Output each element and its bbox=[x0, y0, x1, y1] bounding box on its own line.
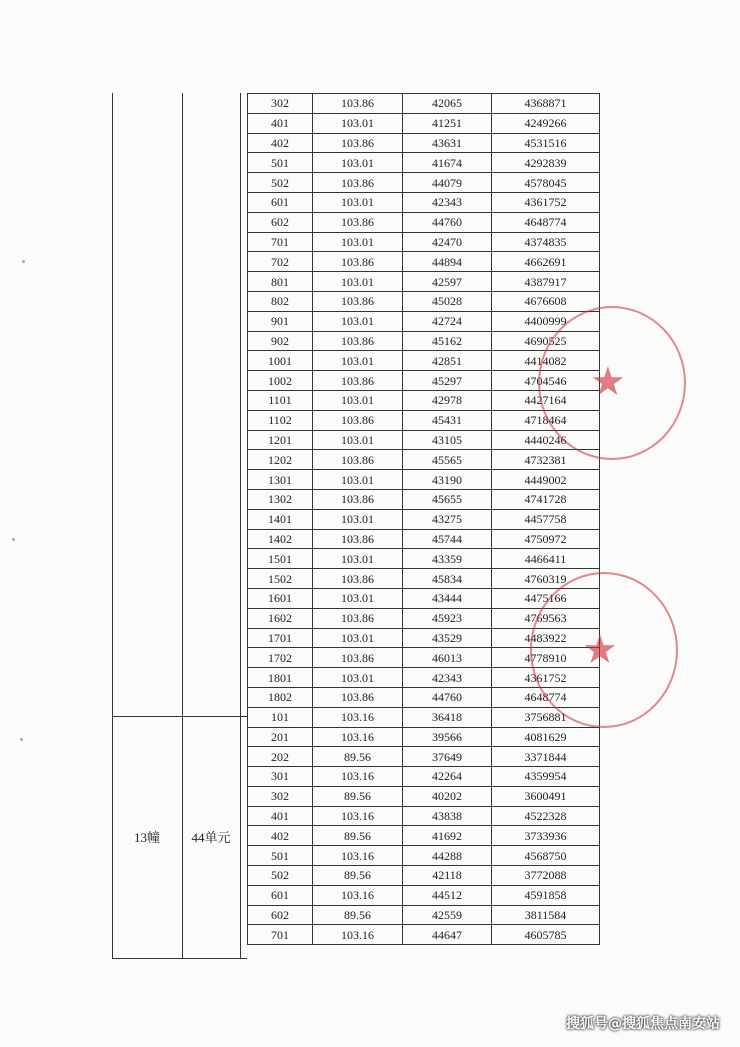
total-price-cell: 4249266 bbox=[492, 113, 600, 133]
table-row bbox=[248, 470, 600, 490]
room-number-cell: 1402 bbox=[248, 529, 313, 549]
unit-price-cell: 41674 bbox=[403, 153, 492, 173]
unit-price-cell: 44079 bbox=[403, 173, 492, 193]
table-row bbox=[248, 489, 600, 509]
area-cell: 103.16 bbox=[313, 846, 403, 866]
total-price-cell: 4531516 bbox=[492, 133, 600, 153]
area-cell: 103.01 bbox=[313, 113, 403, 133]
area-cell: 103.01 bbox=[313, 272, 403, 292]
area-cell: 103.16 bbox=[313, 767, 403, 787]
unit-price-cell: 43631 bbox=[403, 133, 492, 153]
table-row bbox=[248, 826, 600, 846]
table-row bbox=[248, 925, 600, 945]
scan-speck bbox=[22, 260, 25, 263]
unit-price-cell: 46013 bbox=[403, 648, 492, 668]
total-price-cell: 4359954 bbox=[492, 767, 600, 787]
room-number-cell: 702 bbox=[248, 252, 313, 272]
table-row bbox=[248, 232, 600, 252]
room-number-cell: 1502 bbox=[248, 569, 313, 589]
room-number-cell: 901 bbox=[248, 311, 313, 331]
room-number-cell: 1401 bbox=[248, 509, 313, 529]
total-price-cell: 4690525 bbox=[492, 331, 600, 351]
room-number-cell: 501 bbox=[248, 153, 313, 173]
table-row bbox=[248, 153, 600, 173]
area-cell: 89.56 bbox=[313, 747, 403, 767]
area-cell: 103.86 bbox=[313, 410, 403, 430]
room-number-cell: 502 bbox=[248, 866, 313, 886]
unit-price-cell: 45834 bbox=[403, 569, 492, 589]
area-cell: 89.56 bbox=[313, 826, 403, 846]
room-number-cell: 601 bbox=[248, 885, 313, 905]
unit-price-cell: 45744 bbox=[403, 529, 492, 549]
area-cell: 89.56 bbox=[313, 786, 403, 806]
unit-price-cell: 37649 bbox=[403, 747, 492, 767]
area-cell: 103.86 bbox=[313, 608, 403, 628]
table-row bbox=[248, 786, 600, 806]
table-row bbox=[248, 727, 600, 747]
unit-price-cell: 44647 bbox=[403, 925, 492, 945]
table-row bbox=[248, 549, 600, 569]
room-number-cell: 1002 bbox=[248, 371, 313, 391]
room-number-cell: 802 bbox=[248, 291, 313, 311]
table-row bbox=[248, 410, 600, 430]
total-price-cell: 4475166 bbox=[492, 588, 600, 608]
room-number-cell: 301 bbox=[248, 767, 313, 787]
unit-price-cell: 42597 bbox=[403, 272, 492, 292]
unit-price-cell: 42343 bbox=[403, 668, 492, 688]
table-row bbox=[248, 94, 600, 114]
unit-label: 44单元 bbox=[191, 830, 231, 845]
room-number-cell: 701 bbox=[248, 232, 313, 252]
total-price-cell: 4374835 bbox=[492, 232, 600, 252]
room-number-cell: 401 bbox=[248, 806, 313, 826]
unit-price-cell: 43444 bbox=[403, 588, 492, 608]
unit-price-cell: 44512 bbox=[403, 885, 492, 905]
unit-price-cell: 41692 bbox=[403, 826, 492, 846]
total-price-cell: 3811584 bbox=[492, 905, 600, 925]
unit-price-cell: 36418 bbox=[403, 707, 492, 727]
area-cell: 103.86 bbox=[313, 291, 403, 311]
room-number-cell: 1201 bbox=[248, 430, 313, 450]
table-row bbox=[248, 311, 600, 331]
area-cell: 103.86 bbox=[313, 94, 403, 114]
room-number-cell: 101 bbox=[248, 707, 313, 727]
table-row bbox=[248, 806, 600, 826]
total-price-cell: 3772088 bbox=[492, 866, 600, 886]
table-row bbox=[248, 588, 600, 608]
table-row bbox=[248, 648, 600, 668]
unit-price-cell: 43359 bbox=[403, 549, 492, 569]
scan-speck bbox=[12, 538, 15, 541]
room-number-cell: 1501 bbox=[248, 549, 313, 569]
area-cell: 103.01 bbox=[313, 232, 403, 252]
total-price-cell: 4440246 bbox=[492, 430, 600, 450]
table-row bbox=[248, 133, 600, 153]
room-number-cell: 201 bbox=[248, 727, 313, 747]
unit-price-cell: 45431 bbox=[403, 410, 492, 430]
area-cell: 103.01 bbox=[313, 192, 403, 212]
area-cell: 89.56 bbox=[313, 905, 403, 925]
table-row bbox=[248, 212, 600, 232]
area-cell: 103.86 bbox=[313, 529, 403, 549]
unit-price-cell: 42264 bbox=[403, 767, 492, 787]
table-row bbox=[248, 608, 600, 628]
total-price-cell: 4466411 bbox=[492, 549, 600, 569]
price-table bbox=[247, 93, 600, 945]
table-row bbox=[248, 450, 600, 470]
area-cell: 103.01 bbox=[313, 470, 403, 490]
room-number-cell: 801 bbox=[248, 272, 313, 292]
unit-price-cell: 44760 bbox=[403, 212, 492, 232]
total-price-cell: 4648774 bbox=[492, 212, 600, 232]
total-price-cell: 4578045 bbox=[492, 173, 600, 193]
area-cell: 103.16 bbox=[313, 925, 403, 945]
table-row bbox=[248, 430, 600, 450]
area-cell: 103.86 bbox=[313, 173, 403, 193]
unit-price-cell: 45923 bbox=[403, 608, 492, 628]
total-price-cell: 4778910 bbox=[492, 648, 600, 668]
total-price-cell: 4732381 bbox=[492, 450, 600, 470]
building-label: 13幢 bbox=[133, 830, 160, 845]
table-row bbox=[248, 252, 600, 272]
total-price-cell: 4704546 bbox=[492, 371, 600, 391]
table-row bbox=[248, 113, 600, 133]
table-row bbox=[248, 509, 600, 529]
room-number-cell: 1101 bbox=[248, 390, 313, 410]
room-number-cell: 1601 bbox=[248, 588, 313, 608]
area-cell: 103.01 bbox=[313, 390, 403, 410]
table-row bbox=[248, 351, 600, 371]
scan-speck bbox=[20, 738, 23, 741]
unit-price-cell: 42851 bbox=[403, 351, 492, 371]
room-number-cell: 701 bbox=[248, 925, 313, 945]
unit-price-cell: 45028 bbox=[403, 291, 492, 311]
table-row bbox=[248, 529, 600, 549]
room-number-cell: 602 bbox=[248, 905, 313, 925]
seal-star-icon: ★ bbox=[590, 359, 626, 404]
unit-price-cell: 43275 bbox=[403, 509, 492, 529]
total-price-cell: 4414082 bbox=[492, 351, 600, 371]
total-price-cell: 4361752 bbox=[492, 668, 600, 688]
table-row bbox=[248, 905, 600, 925]
total-price-cell: 4741728 bbox=[492, 489, 600, 509]
room-number-cell: 1302 bbox=[248, 489, 313, 509]
unit-price-cell: 40202 bbox=[403, 786, 492, 806]
unit-price-cell: 42118 bbox=[403, 866, 492, 886]
table-row bbox=[248, 173, 600, 193]
table-row bbox=[248, 687, 600, 707]
total-price-cell: 4568750 bbox=[492, 846, 600, 866]
area-cell: 103.86 bbox=[313, 687, 403, 707]
area-cell: 103.16 bbox=[313, 727, 403, 747]
unit-price-cell: 43190 bbox=[403, 470, 492, 490]
total-price-cell: 4605785 bbox=[492, 925, 600, 945]
total-price-cell: 4676608 bbox=[492, 291, 600, 311]
total-price-cell: 4400999 bbox=[492, 311, 600, 331]
room-number-cell: 402 bbox=[248, 133, 313, 153]
room-number-cell: 1802 bbox=[248, 687, 313, 707]
unit-price-cell: 42978 bbox=[403, 390, 492, 410]
table-row bbox=[248, 390, 600, 410]
unit-price-cell: 42470 bbox=[403, 232, 492, 252]
area-cell: 103.01 bbox=[313, 430, 403, 450]
total-price-cell: 4662691 bbox=[492, 252, 600, 272]
room-number-cell: 1102 bbox=[248, 410, 313, 430]
room-number-cell: 1702 bbox=[248, 648, 313, 668]
table-row bbox=[248, 628, 600, 648]
unit-price-cell: 42559 bbox=[403, 905, 492, 925]
table-row bbox=[248, 885, 600, 905]
unit-price-cell: 43529 bbox=[403, 628, 492, 648]
area-cell: 103.16 bbox=[313, 885, 403, 905]
unit-price-cell: 42343 bbox=[403, 192, 492, 212]
total-price-cell: 3733936 bbox=[492, 826, 600, 846]
building-group-divider bbox=[112, 716, 247, 717]
area-cell: 103.01 bbox=[313, 588, 403, 608]
unit-price-cell: 43105 bbox=[403, 430, 492, 450]
table-row bbox=[248, 846, 600, 866]
table-row bbox=[248, 192, 600, 212]
area-cell: 103.16 bbox=[313, 707, 403, 727]
total-price-cell: 4368871 bbox=[492, 94, 600, 114]
area-cell: 103.01 bbox=[313, 549, 403, 569]
total-price-cell: 4648774 bbox=[492, 687, 600, 707]
seal-star-icon: ★ bbox=[582, 627, 618, 672]
table-row bbox=[248, 272, 600, 292]
area-cell: 103.86 bbox=[313, 569, 403, 589]
table-row bbox=[248, 331, 600, 351]
table-row bbox=[248, 291, 600, 311]
total-price-cell: 4427164 bbox=[492, 390, 600, 410]
total-price-cell: 4457758 bbox=[492, 509, 600, 529]
unit-column-divider bbox=[240, 93, 241, 958]
table-row bbox=[248, 707, 600, 727]
area-cell: 103.01 bbox=[313, 351, 403, 371]
total-price-cell: 4522328 bbox=[492, 806, 600, 826]
total-price-cell: 4292839 bbox=[492, 153, 600, 173]
total-price-cell: 4750972 bbox=[492, 529, 600, 549]
area-cell: 89.56 bbox=[313, 866, 403, 886]
unit-price-cell: 42724 bbox=[403, 311, 492, 331]
room-number-cell: 302 bbox=[248, 94, 313, 114]
area-cell: 103.86 bbox=[313, 450, 403, 470]
total-price-cell: 3600491 bbox=[492, 786, 600, 806]
table-row bbox=[248, 569, 600, 589]
area-cell: 103.86 bbox=[313, 212, 403, 232]
room-number-cell: 1801 bbox=[248, 668, 313, 688]
room-number-cell: 501 bbox=[248, 846, 313, 866]
area-cell: 103.16 bbox=[313, 806, 403, 826]
area-cell: 103.86 bbox=[313, 371, 403, 391]
table-row bbox=[248, 866, 600, 886]
unit-price-cell: 45162 bbox=[403, 331, 492, 351]
room-number-cell: 601 bbox=[248, 192, 313, 212]
unit-price-cell: 39566 bbox=[403, 727, 492, 747]
total-price-cell: 4081629 bbox=[492, 727, 600, 747]
unit-price-cell: 44894 bbox=[403, 252, 492, 272]
area-cell: 103.86 bbox=[313, 331, 403, 351]
unit-price-cell: 42065 bbox=[403, 94, 492, 114]
area-cell: 103.86 bbox=[313, 489, 403, 509]
area-cell: 103.01 bbox=[313, 668, 403, 688]
room-number-cell: 1602 bbox=[248, 608, 313, 628]
room-number-cell: 602 bbox=[248, 212, 313, 232]
unit-price-cell: 45565 bbox=[403, 450, 492, 470]
total-price-cell: 4387917 bbox=[492, 272, 600, 292]
total-price-cell: 4449002 bbox=[492, 470, 600, 490]
table-row bbox=[248, 668, 600, 688]
total-price-cell: 4483922 bbox=[492, 628, 600, 648]
area-cell: 103.01 bbox=[313, 509, 403, 529]
area-cell: 103.86 bbox=[313, 252, 403, 272]
unit-price-cell: 45655 bbox=[403, 489, 492, 509]
unit-price-cell: 44288 bbox=[403, 846, 492, 866]
total-price-cell: 4769563 bbox=[492, 608, 600, 628]
room-number-cell: 402 bbox=[248, 826, 313, 846]
room-number-cell: 1001 bbox=[248, 351, 313, 371]
total-price-cell: 4718464 bbox=[492, 410, 600, 430]
room-number-cell: 202 bbox=[248, 747, 313, 767]
unit-price-cell: 43838 bbox=[403, 806, 492, 826]
total-price-cell: 3756881 bbox=[492, 707, 600, 727]
room-number-cell: 1301 bbox=[248, 470, 313, 490]
table-row bbox=[248, 767, 600, 787]
unit-price-cell: 45297 bbox=[403, 371, 492, 391]
area-cell: 103.01 bbox=[313, 153, 403, 173]
room-number-cell: 1701 bbox=[248, 628, 313, 648]
unit-price-cell: 44760 bbox=[403, 687, 492, 707]
source-watermark: 搜狐号@搜狐焦点南安站 bbox=[566, 1016, 720, 1032]
area-cell: 103.01 bbox=[313, 311, 403, 331]
room-number-cell: 1202 bbox=[248, 450, 313, 470]
room-number-cell: 302 bbox=[248, 786, 313, 806]
total-price-cell: 4591858 bbox=[492, 885, 600, 905]
area-cell: 103.01 bbox=[313, 628, 403, 648]
table-row bbox=[248, 371, 600, 391]
table-bottom-border bbox=[112, 958, 247, 959]
total-price-cell: 3371844 bbox=[492, 747, 600, 767]
total-price-cell: 4760319 bbox=[492, 569, 600, 589]
room-number-cell: 902 bbox=[248, 331, 313, 351]
room-number-cell: 401 bbox=[248, 113, 313, 133]
unit-price-cell: 41251 bbox=[403, 113, 492, 133]
area-cell: 103.86 bbox=[313, 133, 403, 153]
total-price-cell: 4361752 bbox=[492, 192, 600, 212]
area-cell: 103.86 bbox=[313, 648, 403, 668]
room-number-cell: 502 bbox=[248, 173, 313, 193]
table-row bbox=[248, 747, 600, 767]
